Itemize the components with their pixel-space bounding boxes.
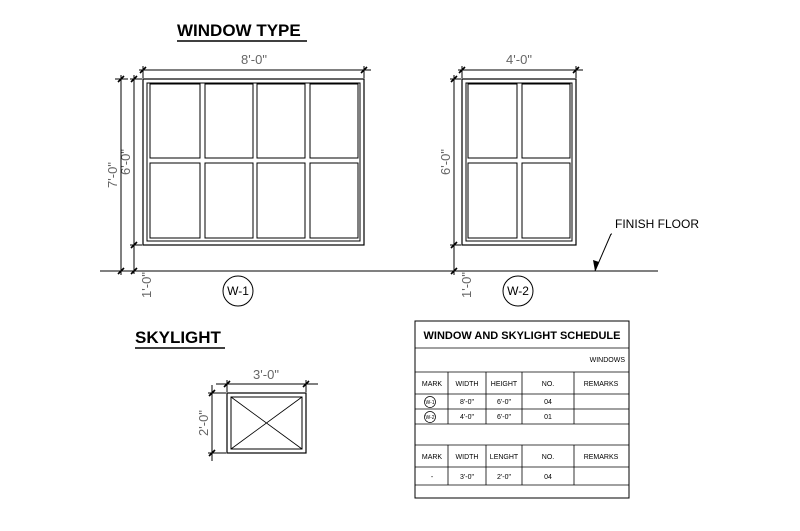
w2-tag-label: W-2 bbox=[507, 284, 529, 298]
window-w1-elevation bbox=[143, 79, 364, 245]
skylight-mark-cell: - bbox=[430, 474, 434, 481]
skylight-heading: SKYLIGHT bbox=[135, 328, 221, 347]
window-type-heading: WINDOW TYPE bbox=[177, 21, 301, 40]
w1-height-text: 6'-0" bbox=[118, 149, 133, 175]
skylight-header-no: NO. bbox=[541, 454, 555, 461]
schedule-table bbox=[415, 321, 629, 498]
window-header-remarks: REMARKS bbox=[583, 381, 619, 388]
skylight-height-text: 2'-0" bbox=[196, 410, 211, 436]
w2-width-cell: 4'-0" bbox=[460, 414, 474, 421]
skylight-no-cell: 04 bbox=[544, 474, 552, 481]
w2-mark: W-2 bbox=[425, 415, 435, 421]
window-header-width: WIDTH bbox=[455, 381, 479, 388]
w1-no-cell: 04 bbox=[544, 399, 552, 406]
w2-no-cell: 01 bbox=[544, 414, 552, 421]
skylight-header-mark: MARK bbox=[421, 454, 443, 461]
w2-height-cell: 6'-0" bbox=[497, 414, 511, 421]
skylight-width-cell: 3'-0" bbox=[460, 474, 474, 481]
skylight-width-text: 3'-0" bbox=[253, 367, 279, 382]
w2-width-dimension bbox=[458, 66, 583, 78]
window-header-mark: MARK bbox=[421, 381, 443, 388]
skylight-header-remarks: REMARKS bbox=[583, 454, 619, 461]
window-w2-elevation bbox=[462, 79, 576, 245]
schedule-windows-label: WINDOWS bbox=[589, 357, 625, 364]
w1-sill-text: 1'-0" bbox=[139, 272, 154, 298]
w1-sill-dimension bbox=[131, 250, 137, 274]
w2-width-text: 4'-0" bbox=[506, 52, 532, 67]
w1-width-cell: 8'-0" bbox=[460, 399, 474, 406]
skylight-plan bbox=[227, 393, 306, 453]
w1-overall-text: 7'-0" bbox=[105, 162, 120, 188]
w1-mark: W-1 bbox=[425, 400, 435, 406]
w1-width-dimension bbox=[139, 66, 371, 78]
window-header-height: HEIGHT bbox=[490, 381, 518, 388]
window-header-no: NO. bbox=[541, 381, 555, 388]
w1-width-text: 8'-0" bbox=[241, 52, 267, 67]
schedule-title: WINDOW AND SKYLIGHT SCHEDULE bbox=[423, 330, 621, 342]
w1-height-cell: 6'-0" bbox=[497, 399, 511, 406]
skylight-header-width: WIDTH bbox=[455, 454, 479, 461]
w1-tag-label: W-1 bbox=[227, 284, 249, 298]
skylight-length-cell: 2'-0" bbox=[497, 474, 511, 481]
w2-sill-text: 1'-0" bbox=[459, 272, 474, 298]
w2-height-text: 6'-0" bbox=[438, 149, 453, 175]
finish-floor-leader bbox=[593, 234, 612, 271]
skylight-header-length: LENGHT bbox=[489, 454, 519, 461]
finish-floor-label: FINISH FLOOR bbox=[615, 217, 700, 231]
